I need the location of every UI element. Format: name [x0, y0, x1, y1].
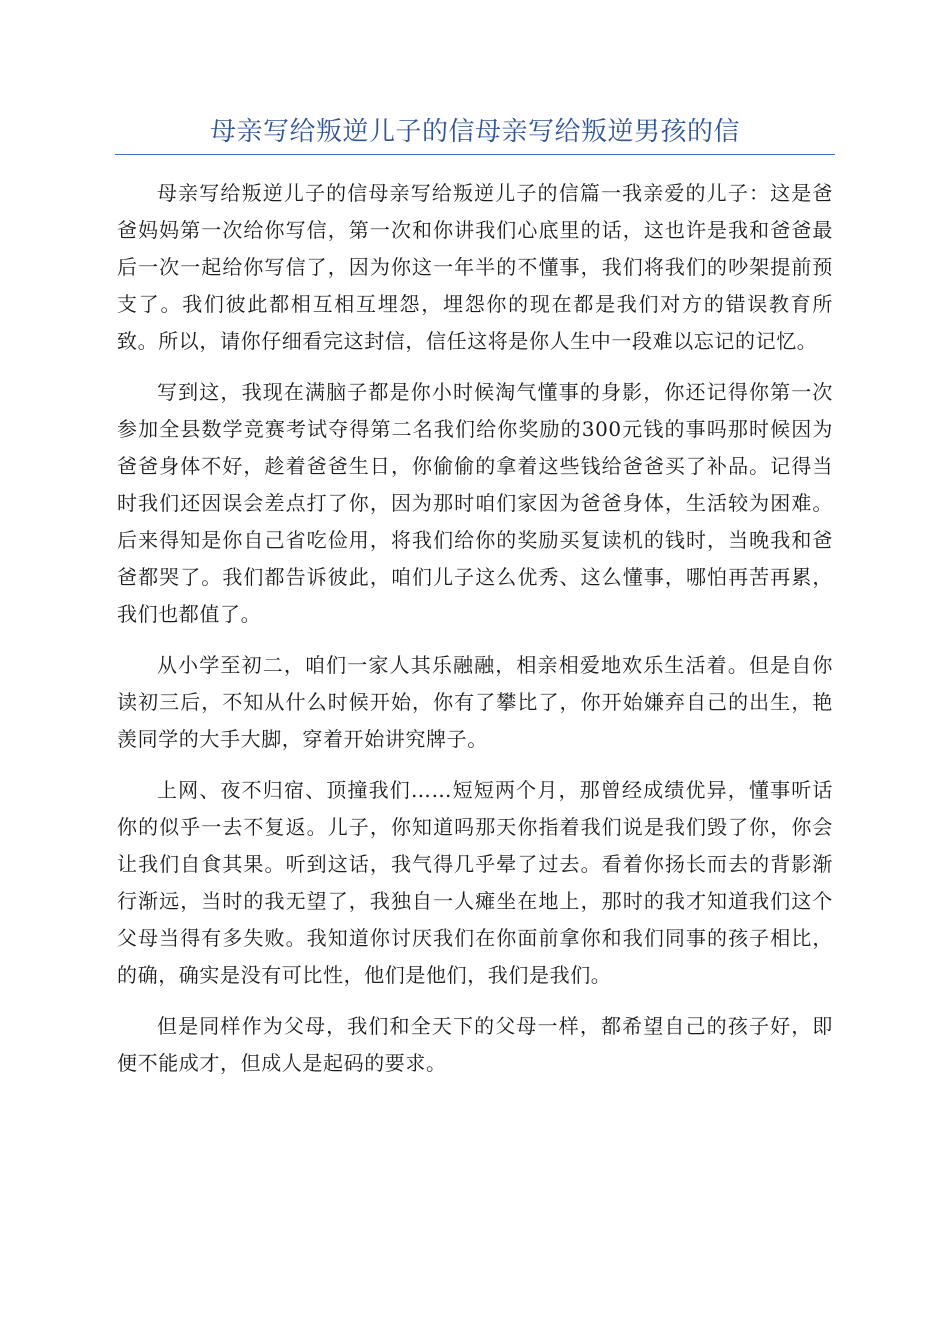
paragraph-5: 但是同样作为父母，我们和全天下的父母一样，都希望自己的孩子好，即便不能成才，但成人是起码的要求。 — [117, 1014, 833, 1075]
document-body — [117, 175, 833, 1096]
paragraph-1: 母亲写给叛逆儿子的信母亲写给叛逆儿子的信篇一我亲爱的儿子：这是爸爸妈妈第一次给你写信，第一次和你讲我们心底里的话，这也许是我和爸爸最后一次一起给你写信了，因为你这一年半的不懂事，我们将我们的吵架提前预支了。我们彼此都相互相互埋怨，埋怨你的现在都是我们对方的错误教育所致。所以，请你仔细看完这封信，信任这将是你人生中一段难以忘记的记忆。 — [117, 181, 833, 353]
paragraph-3: 从小学至初二，咱们一家人其乐融融，相亲相爱地欢乐生活着。但是自你读初三后，不知从什么时候开始，你有了攀比了，你开始嫌弃自己的出生，艳羡同学的大手大脚，穿着开始讲究牌子。 — [117, 653, 833, 751]
document-title: 母亲写给叛逆儿子的信母亲写给叛逆男孩的信 — [209, 117, 740, 147]
paragraph-2: 写到这，我现在满脑子都是你小时候淘气懂事的身影，你还记得你第一次参加全县数学竞赛考试夺得第二名我们给你奖励的300元钱的事吗那时候因为爸爸身体不好，趁着爸爸生日，你偷偷的拿着这些钱给爸爸买了补品。记得当时我们还因误会差点打了你，因为那时咱们家因为爸爸身体，生活较为困难。后来得知是你自己省吃俭用，将我们给你的奖励买复读机的钱时，当晚我和爸爸都哭了。我们都告诉彼此，咱们儿子这么优秀、这么懂事，哪怕再苦再累，我们也都值了。 — [117, 380, 833, 626]
title-underline — [115, 154, 835, 155]
paragraph-4: 上网、夜不归宿、顶撞我们……短短两个月，那曾经成绩优异，懂事听话你的似乎一去不复返。儿子，你知道吗那天你指着我们说是我们毁了你，你会让我们自食其果。听到这话，我气得几乎晕了过去。看着你扬长而去的背影渐行渐远，当时的我无望了，我独自一人瘫坐在地上，那时的我才知道我们这个父母当得有多失败。我知道你讨厌我们在你面前拿你和我们同事的孩子相比，的确，确实是没有可比性，他们是他们，我们是我们。 — [117, 778, 833, 987]
title-block — [115, 112, 835, 155]
